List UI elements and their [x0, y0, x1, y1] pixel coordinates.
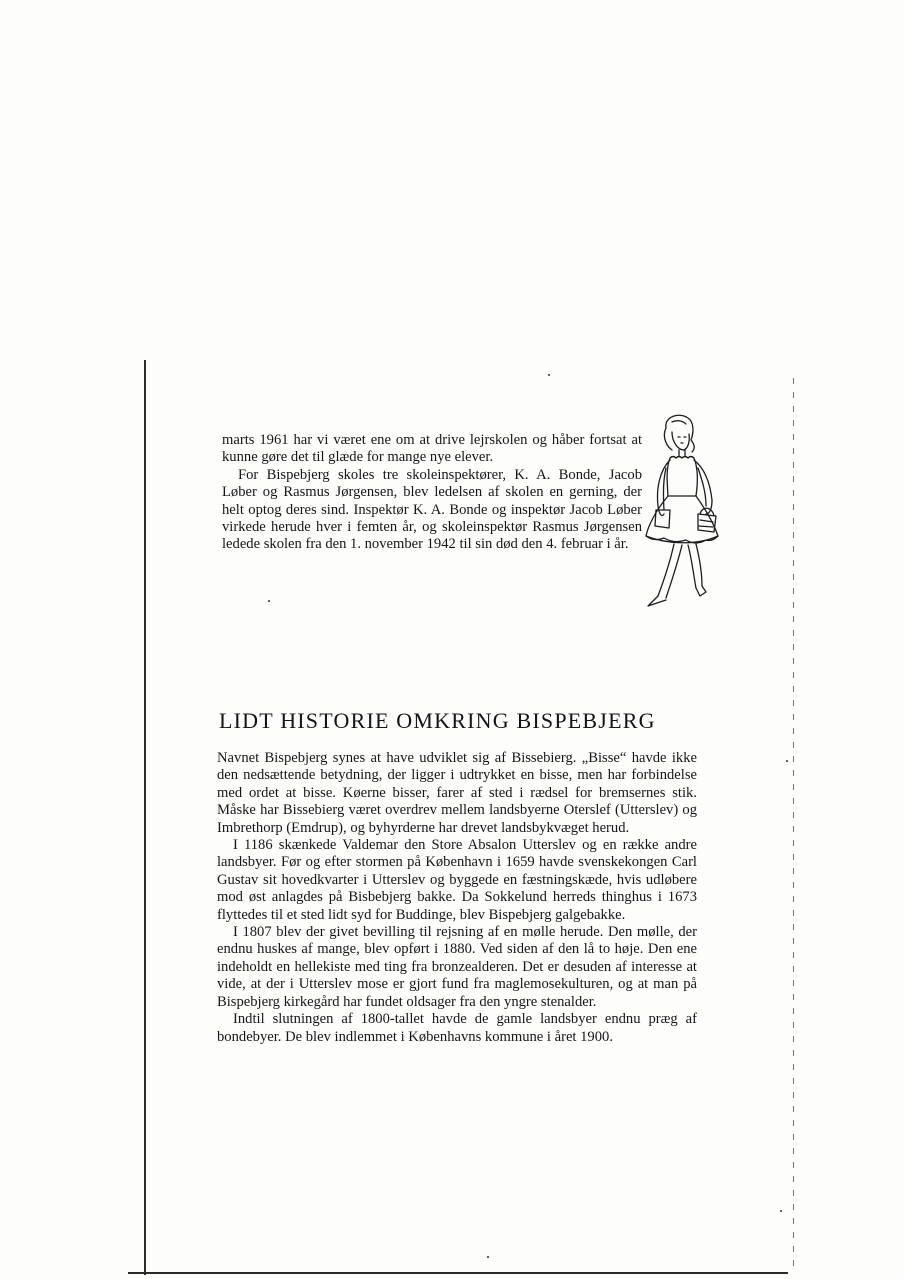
sheet-edge-right [793, 378, 794, 1268]
history-paragraph: Indtil slutningen af 1800-tallet havde de gamle landsbyer endnu præg af bondebyer. De blev indlemmet i Københavns kommune i året 1900. [217, 1011, 697, 1045]
history-paragraph: I 1807 blev der givet bevilling til rejsning af en mølle herude. Den mølle, der endnu huskes af mange, blev opført i 1880. Ved siden af den lå to høje. Den ene indeholdt en hellekiste med ting fra bronzealderen. Det er desuden af interesse at vide, at der i Utterslev mose er gjort fund fra maglemosekulturen, og at man på Bispebjerg kirkegård har fundet oldsager fra den yngre stenalder. [217, 924, 697, 1010]
scan-speck [786, 760, 788, 762]
scan-speck [487, 1256, 489, 1258]
sheet-edge-left [144, 360, 146, 1275]
sheet-edge-bottom [128, 1272, 788, 1274]
history-text [217, 750, 697, 1046]
intro-paragraph: marts 1961 har vi været ene om at drive lejrskolen og håber fortsat at kunne gøre det til glæde for mange nye elever. [222, 432, 642, 466]
section-title: LIDT HISTORIE OMKRING BISPEBJERG [219, 708, 656, 733]
scan-speck [268, 600, 270, 602]
history-paragraph: Navnet Bispebjerg synes at have udviklet sig af Bissebierg. „Bisse“ havde ikke den nedsættende betydning, der ligger i udtrykket en bisse, men har forbindelse med ordet at bisse. Køerne bisser, farer af sted i rædsel for bremsernes stik. Måske har Bissebierg været overdrev mellem landsbyerne Oterslef (Utterslev) og Imbrethorp (Emdrup), og byhyrderne har drevet landsbykvæget herud. [217, 750, 697, 836]
intro-paragraph: For Bispebjerg skoles tre skoleinspektører, K. A. Bonde, Jacob Løber og Rasmus Jørgensen, blev ledelsen af skolen en gerning, der helt optog deres sind. Inspektør K. A. Bonde og inspektør Jacob Løber virkede herude hver i femten år, og skoleinspektør Rasmus Jørgensen ledede skolen fra den 1. november 1942 til sin død den 4. februar i år. [222, 466, 642, 553]
girl-in-dress-icon [636, 410, 726, 610]
scan-speck [548, 374, 550, 376]
history-paragraph: I 1186 skænkede Valdemar den Store Absalon Utterslev og en række andre landsbyer. Før og efter stormen på København i 1659 havde svenskekongen Carl Gustav sit hovedkvarter i Utterslev og byggede en fæstningskæde, hvis udløbere mod øst anlagdes på Bisbebjerg bakke. Da Sokkelund herreds thinghus i 1673 flyttedes til et sted lidt syd for Buddinge, blev Bispebjerg galgebakke. [217, 837, 697, 923]
intro-text [222, 432, 642, 554]
scan-speck [780, 1210, 782, 1212]
